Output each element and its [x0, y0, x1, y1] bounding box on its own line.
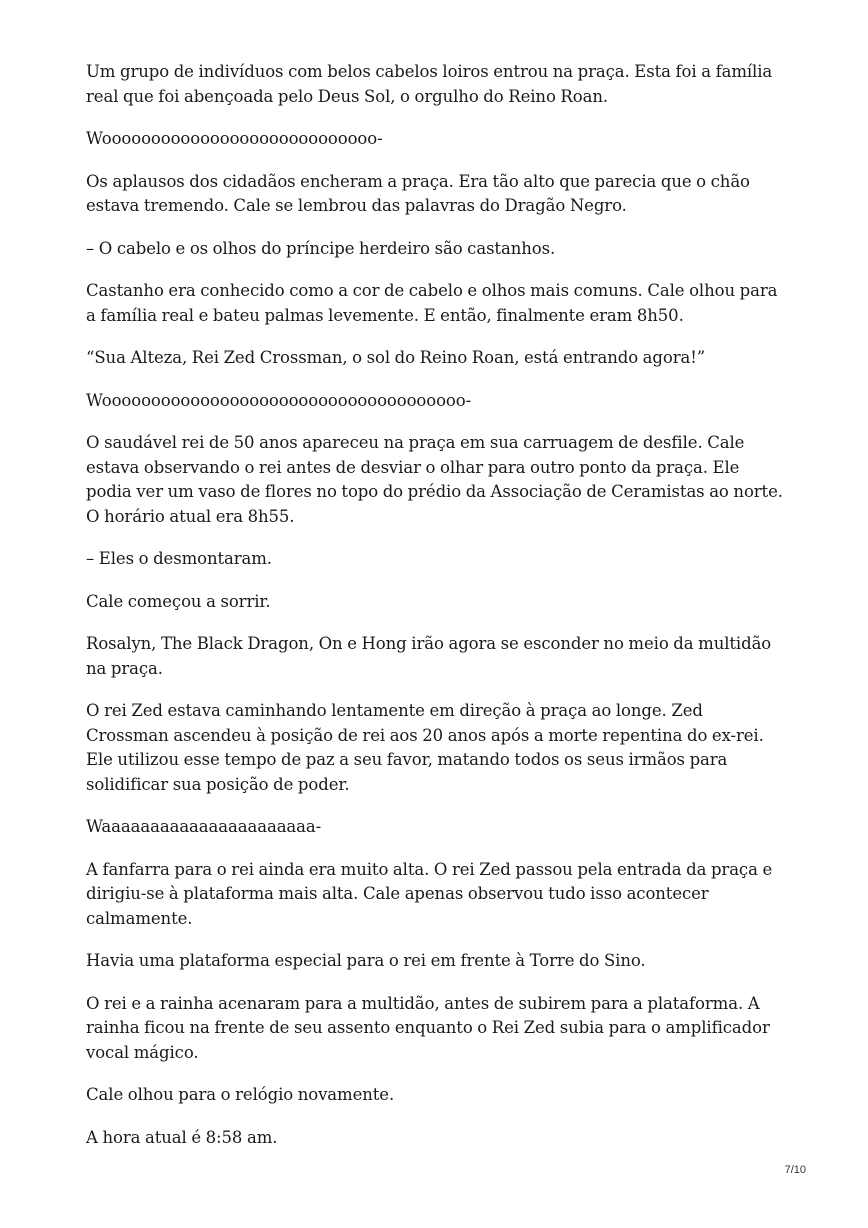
- paragraph: “Sua Alteza, Rei Zed Crossman, o sol do Reino Roan, está entrando agora!”: [86, 348, 706, 367]
- paragraph: – O cabelo e os olhos do príncipe herdeiro são castanhos.: [86, 238, 556, 258]
- paragraph: Rosalyn, The Black Dragon, On e Hong irão agora se esconder no meio da multidão na praça.: [86, 634, 776, 678]
- paragraph: Cale começou a sorrir.: [86, 591, 271, 611]
- paragraph: A fanfarra para o rei ainda era muito alta. O rei Zed passou pela entrada da praça e dirigiu-se à plataforma mais alta. Cale apenas observou tudo isso acontecer calmamente.: [86, 859, 777, 928]
- paragraph: Castanho era conhecido como a cor de cabelo e olhos mais comuns. Cale olhou para a família real e bateu palmas levemente. E então, finalmente eram 8h50.: [86, 281, 783, 325]
- paragraph: Os aplausos dos cidadãos encheram a praça. Era tão alto que parecia que o chão estava tremendo. Cale se lembrou das palavras do Dragão Negro.: [86, 171, 755, 215]
- paragraph: O rei Zed estava caminhando lentamente em direção à praça ao longe. Zed Crossman ascendeu à posição de rei aos 20 anos após a morte repentina do ex-rei. Ele utilizou esse tempo de paz a seu favor, matando todos os seus irmãos para solidificar sua posição de poder.: [86, 701, 769, 794]
- paragraph: – Eles o desmontaram.: [86, 549, 272, 568]
- paragraph: Wooooooooooooooooooooooooooooooooooooo-: [86, 390, 472, 410]
- paragraph: A hora atual é 8:58 am.: [86, 1127, 278, 1147]
- paragraph: Woooooooooooooooooooooooooooo-: [86, 129, 383, 148]
- paragraph: O saudável rei de 50 anos apareceu na praça em sua carruagem de desfile. Cale estava observando o rei antes de desviar o olhar para outro ponto da praça. Ele podia ver um vaso de flores no topo do prédio da Associação de Ceramistas ao norte. O horário atual era 8h55.: [86, 433, 788, 526]
- paragraph: Waaaaaaaaaaaaaaaaaaaaaa-: [86, 817, 322, 836]
- paragraph: Havia uma plataforma especial para o rei em frente à Torre do Sino.: [86, 951, 646, 970]
- paragraph: O rei e a rainha acenaram para a multidão, antes de subirem para a plataforma. A rainha ficou na frente de seu assento enquanto o Rei Zed subia para o amplificador vocal mágico.: [86, 993, 775, 1062]
- page-body: [86, 60, 786, 1168]
- page-number: 7/10: [784, 1164, 806, 1176]
- paragraph: Cale olhou para o relógio novamente.: [86, 1085, 395, 1104]
- paragraph: Um grupo de indivíduos com belos cabelos loiros entrou na praça. Esta foi a família real que foi abençoada pelo Deus Sol, o orgulho do Reino Roan.: [86, 62, 777, 106]
